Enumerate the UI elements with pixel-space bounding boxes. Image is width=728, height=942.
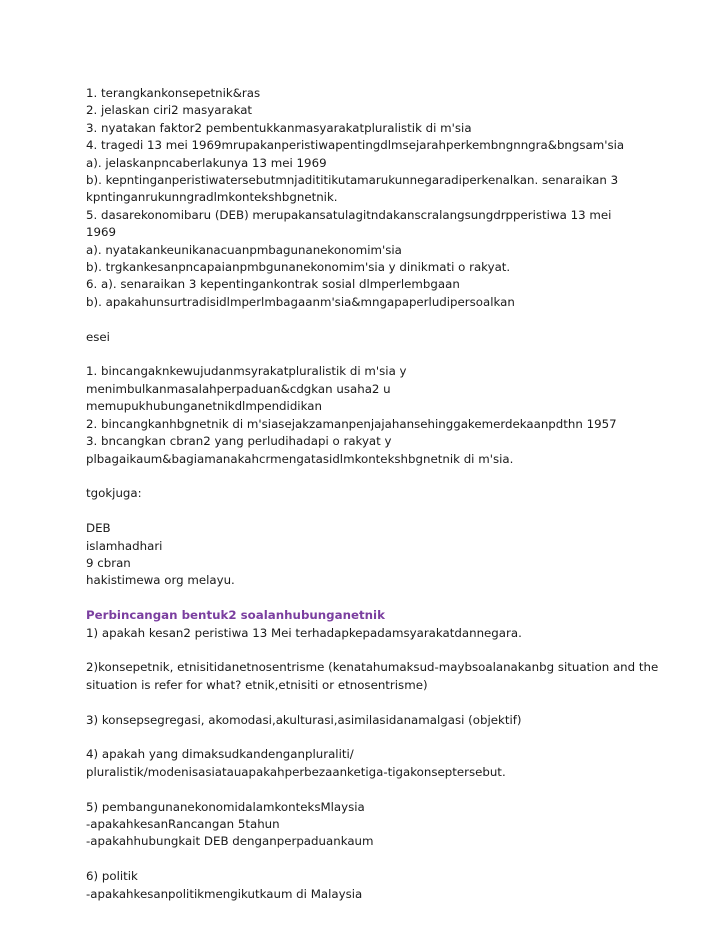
question-line: b). apakahunsurtradisidlmperlmbagaanm'sia&mngapaperludipersoalkan — [86, 294, 515, 309]
question-line: 2. jelaskan ciri2 masyarakat — [86, 103, 253, 118]
question-list — [86, 85, 686, 311]
esei-line: 1. bincangaknkewujudanmsyrakatpluralistik di m'sia y — [86, 364, 407, 379]
perbincangan-heading: Perbincangan bentuk2 soalanhubunganetnik — [86, 608, 385, 623]
tgok-item: hakistimewa org melayu. — [86, 573, 235, 588]
question-line: a). jelaskanpncaberlakunya 13 mei 1969 — [86, 155, 327, 170]
perbincangan-q6 — [86, 868, 686, 903]
perbincangan-q1: 1) apakah kesan2 peristiwa 13 Mei terhadapkepadamsyarakatdannegara. — [86, 625, 522, 640]
question-line: b). trgkankesanpncapaianpmbgunanekonomim'sia y dinikmati o rakyat. — [86, 260, 511, 275]
q6-line: 6) politik — [86, 869, 138, 884]
esei-line: memupukhubunganetnikdlmpendidikan — [86, 399, 322, 414]
perbincangan-q4 — [86, 746, 686, 781]
esei-list — [86, 363, 686, 467]
document-page — [86, 85, 686, 903]
question-line: 3. nyatakan faktor2 pembentukkanmasyarakatpluralistik di m'sia — [86, 120, 472, 135]
q5-line: -apakahhubungkait DEB denganperpaduankaum — [86, 834, 374, 849]
question-line: 6. a). senaraikan 3 kepentingankontrak sosial dlmperlembgaan — [86, 277, 460, 292]
q6-line: -apakahkesanpolitikmengikutkaum di Malaysia — [86, 886, 363, 901]
esei-label: esei — [86, 329, 110, 344]
q4-line: 4) apakah yang dimaksudkandenganpluraliti/ — [86, 747, 354, 762]
question-line: 1. terangkankonsepetnik&ras — [86, 86, 261, 100]
question-line: 4. tragedi 13 mei 1969mrupakanperistiwapentingdlmsejarahperkembngnngra&bngsam'sia — [86, 138, 625, 153]
question-line: b). kepntinganperistiwatersebutmnjadititikutamarukunnegaradiperkenalkan. senaraikan 3 — [86, 173, 619, 188]
tgok-item: 9 cbran — [86, 555, 131, 570]
tgok-item: islamhadhari — [86, 538, 163, 553]
q4-line: pluralistik/modenisasiatauapakahperbezaanketiga-tigakonseptersebut. — [86, 764, 506, 779]
perbincangan-q2: 2)konsepetnik, etnisitidanetnosentrisme (kenatahumaksud-maybsoalanakanbg situation and the situation is refer for what? etnik,etnisiti or etnosentrisme) — [86, 660, 659, 692]
question-line: kpntinganrukunngradlmkontekshbgnetnik. — [86, 190, 338, 205]
esei-line: menimbulkanmasalahperpaduan&cdgkan usaha2 u — [86, 381, 391, 396]
q5-line: 5) pembangunanekonomidalamkonteksMlaysia — [86, 799, 365, 814]
esei-line: 2. bincangkanhbgnetnik di m'siasejakzamanpenjajahansehinggakemerdekaanpdthn 1957 — [86, 416, 617, 431]
esei-line: plbagaikaum&bagiamanakahcrmengatasidlmkontekshbgnetnik di m'sia. — [86, 451, 514, 466]
esei-line: 3. bncangkan cbran2 yang perludihadapi o rakyat y — [86, 434, 392, 449]
question-line: 5. dasarekonomibaru (DEB) merupakansatulagitndakanscralangsungdrpperistiwa 13 mei — [86, 207, 612, 222]
q5-line: -apakahkesanRancangan 5tahun — [86, 816, 280, 831]
question-line: a). nyatakankeunikanacuanpmbagunanekonomim'sia — [86, 242, 402, 257]
tgok-label: tgokjuga: — [86, 486, 142, 501]
perbincangan-q3: 3) konsepsegregasi, akomodasi,akulturasi,asimilasidanamalgasi (objektif) — [86, 712, 522, 727]
question-line: 1969 — [86, 225, 117, 240]
tgok-item: DEB — [86, 521, 111, 536]
perbincangan-q5 — [86, 799, 686, 851]
tgok-list — [86, 520, 686, 590]
